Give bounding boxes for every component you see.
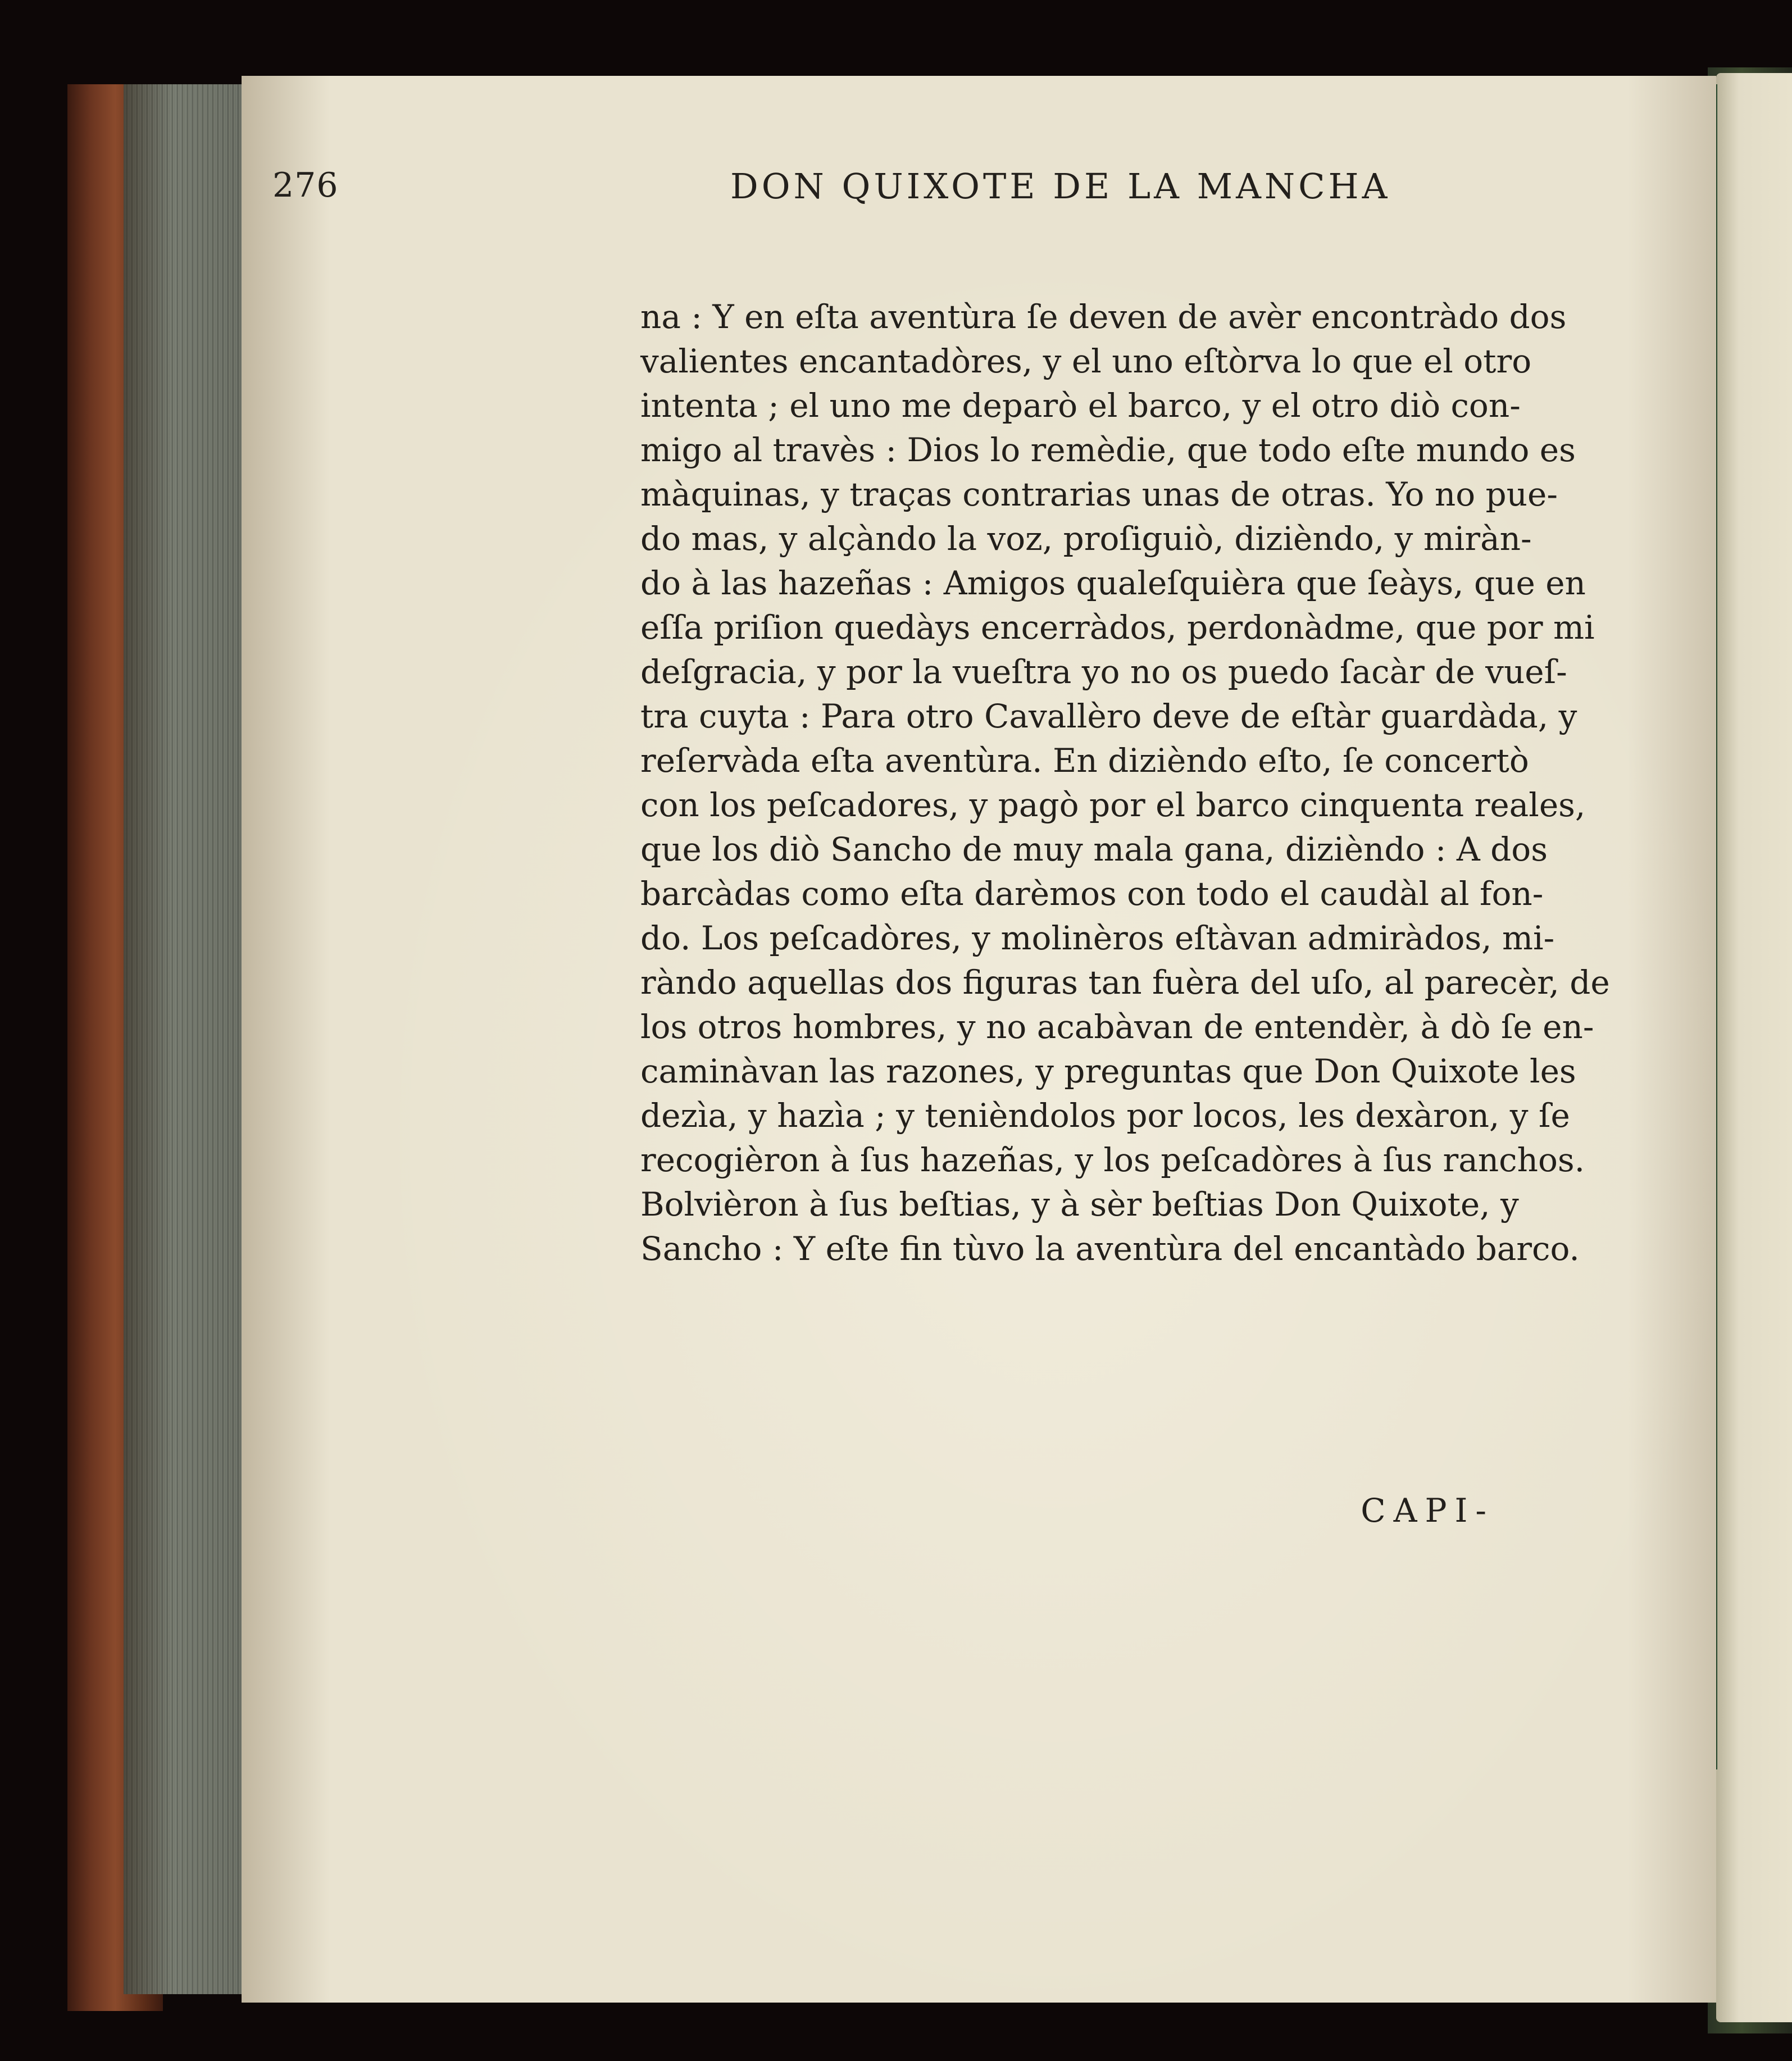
text-line: intenta ; el uno me deparò el barco, y el otro diò con-: [640, 386, 1521, 425]
text-line: do mas, y alçàndo la voz, proſiguiò, dizièndo, y miràn-: [640, 520, 1532, 558]
text-line: los otros hombres, y no acabàvan de entendèr, à dò ſe en-: [640, 1008, 1594, 1046]
text-line: eſſa priſion quedàys encerràdos, perdonàdme, que por mi: [640, 608, 1595, 647]
page-number: 276: [272, 166, 339, 205]
text-line: caminàvan las razones, y preguntas que Don Quixote les: [640, 1052, 1576, 1090]
text-line: dezìa, y hazìa ; y tenièndolos por locos, les dexàron, y ſe: [640, 1097, 1570, 1135]
page-edges-shadow: [124, 84, 247, 1994]
text-line: reſervàda eſta aventùra. En dizièndo eſto, ſe concertò: [640, 741, 1529, 780]
text-line: con los peſcadores, y pagò por el barco cinquenta reales,: [640, 786, 1586, 824]
text-line: valientes encantadòres, y el uno eſtòrva lo que el otro: [640, 342, 1532, 380]
text-line: recogièron à ſus hazeñas, y los peſcadòres à ſus ranchos.: [640, 1141, 1585, 1179]
text-line: màquinas, y traças contrarias unas de otras. Yo no pue-: [640, 475, 1558, 513]
text-line: barcàdas como eſta darèmos con todo el caudàl al fon-: [640, 875, 1544, 913]
catchword: CAPI-: [1361, 1491, 1494, 1530]
body-text: [640, 295, 1610, 1271]
facing-page-edge: [1716, 73, 1792, 2022]
text-line: deſgracia, y por la vueſtra yo no os puedo ſacàr de vueſ-: [640, 653, 1567, 691]
text-line: na : Y en eſta aventùra ſe deven de avèr encontràdo dos: [640, 298, 1567, 336]
text-line: do à las hazeñas : Amigos qualeſquièra que ſeàys, que en: [640, 564, 1586, 602]
text-line: ràndo aquellas dos figuras tan fuèra del uſo, al parecèr, de: [640, 963, 1610, 1002]
text-line: que los diò Sancho de muy mala gana, dizièndo : A dos: [640, 830, 1548, 868]
text-line: tra cuyta : Para otro Cavallèro deve de eſtàr guardàda, y: [640, 697, 1577, 735]
text-line: do. Los peſcadòres, y molinèros eſtàvan admiràdos, mi-: [640, 919, 1555, 957]
text-line: Sancho : Y eſte fin tùvo la aventùra del encantàdo barco.: [640, 1230, 1580, 1268]
text-line: migo al travès : Dios lo remèdie, que todo eſte mundo es: [640, 431, 1576, 469]
running-head: DON QUIXOTE DE LA MANCHA: [730, 166, 1391, 207]
text-line: Bolvièron à ſus beſtias, y à sèr beſtias Don Quixote, y: [640, 1185, 1519, 1223]
